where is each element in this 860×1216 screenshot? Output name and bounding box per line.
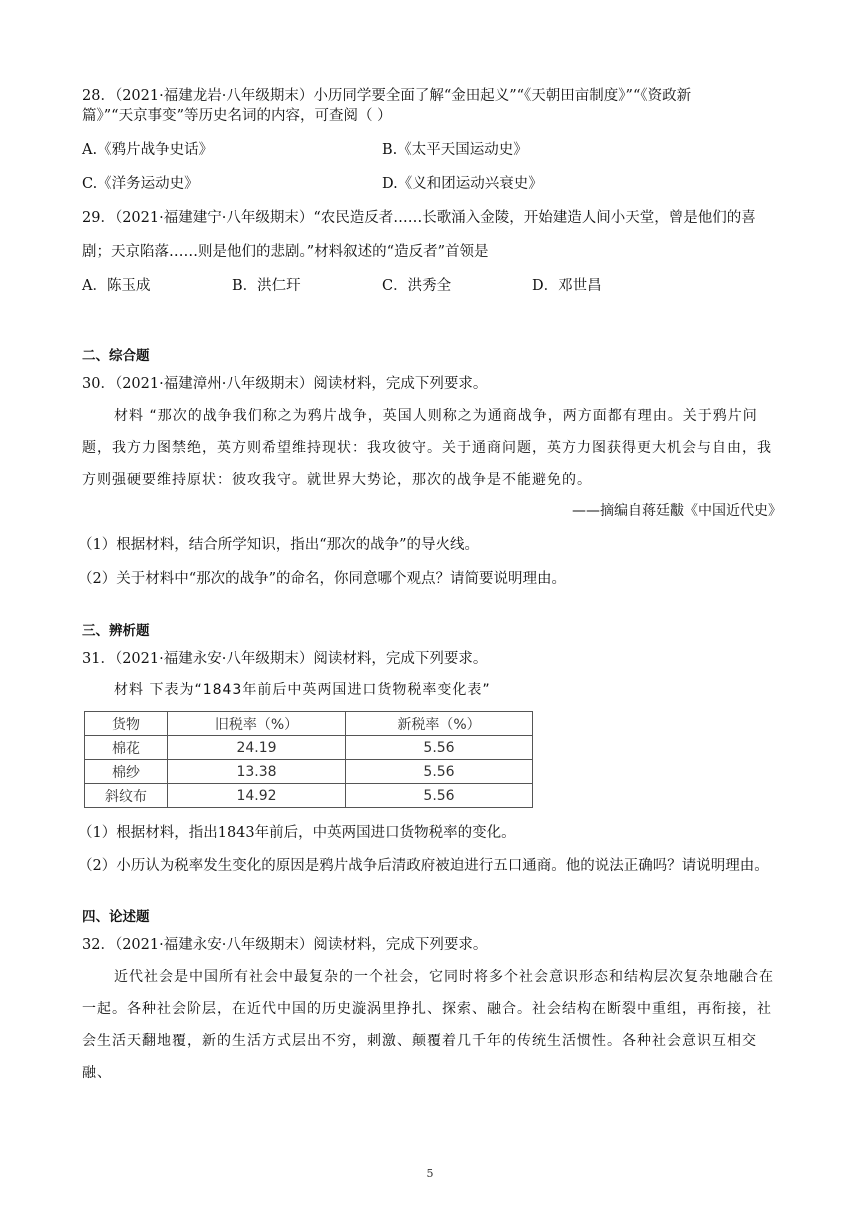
q29-option-b[interactable]: B．洪仁玕 [232,278,301,294]
question-29 [82,208,782,296]
table-header-cell: 货物 [85,712,168,736]
q28-option-c[interactable]: C.《洋务运动史》 [82,176,199,192]
tax-rate-table [84,711,533,808]
table-cell: 斜纹布 [85,784,168,808]
q28-options-row1 [82,140,782,160]
q30-subquestion-1: （1）根据材料，结合所学知识，指出“那次的战争”的导火线。 [78,536,480,553]
q31-stem: 31．（2021·福建永安·八年级期末）阅读材料，完成下列要求。 [82,651,488,667]
q29-options [82,276,782,296]
table-row [85,736,533,760]
table-cell: 5.56 [346,760,533,784]
q29-stem-line1: 29．（2021·福建建宁·八年级期末）“农民造反者……长歌涌入金陵，开始建造人间小天堂，曾是他们的喜 [82,210,756,226]
table-header-row [85,712,533,736]
section-3-title: 三、辨析题 [82,623,150,639]
table-header-cell: 旧税率（%） [168,712,346,736]
q28-option-a[interactable]: A.《鸦片战争史话》 [82,142,214,158]
q28-stem-line2: 篇》”“天京事变”等历史名词的内容，可查阅（ ） [82,108,392,124]
table-header-cell: 新税率（%） [346,712,533,736]
q30-material: 材料 “那次的战争我们称之为鸦片战争，英国人则称之为通商战争，两方面都有理由。关于鸦片问题，我方力图禁绝，英方则希望维持现状：我攻彼守。关于通商问题，英方力图获得更大机会与自由，我方则强硬要维持原状：彼攻我守。就世界大势论，那次的战争是不能避免的。 [82,408,772,488]
page-number: 5 [426,1167,434,1180]
q31-subquestion-2: （2）小历认为税率发生变化的原因是鸦片战争后清政府被迫进行五口通商。他的说法正确吗？请说明理由。 [78,857,769,874]
table-cell: 13.38 [168,760,346,784]
table-row [85,760,533,784]
q31-subquestion-1: （1）根据材料，指出1843年前后，中英两国进口货物税率的变化。 [78,824,516,841]
q30-source: ——摘编自蒋廷黻《中国近代史》 [572,503,782,519]
question-28 [82,86,782,194]
exam-page-content [78,86,782,1089]
q29-option-a[interactable]: A．陈玉成 [82,278,151,294]
q32-essay: 近代社会是中国所有社会中最复杂的一个社会，它同时将多个社会意识形态和结构层次复杂地融合在一起。各种社会阶层，在近代中国的历史漩涡里挣扎、探索、融合。社会结构在断裂中重组，再衔接，社会生活天翻地覆，新的生活方式层出不穷，刺激、颠覆着几千年的传统生活惯性。各种社会意识互相交融、 [82,968,774,1081]
section-2-title: 二、综合题 [82,348,150,364]
q28-option-d[interactable]: D.《义和团运动兴衰史》 [382,176,543,192]
q29-stem-line2: 剧；天京陷落……则是他们的悲剧。”材料叙述的“造反者”首领是 [82,244,489,260]
q30-stem: 30．（2021·福建漳州·八年级期末）阅读材料，完成下列要求。 [82,376,488,392]
table-cell: 14.92 [168,784,346,808]
section-4-title: 四、论述题 [82,908,150,925]
table-cell: 5.56 [346,784,533,808]
table-cell: 棉纱 [85,760,168,784]
table-cell: 棉花 [85,736,168,760]
table-cell: 24.19 [168,736,346,760]
q32-stem: 32．（2021·福建永安·八年级期末）阅读材料，完成下列要求。 [82,936,488,953]
table-cell: 5.56 [346,736,533,760]
q30-subquestion-2: （2）关于材料中“那次的战争”的命名，你同意哪个观点？请简要说明理由。 [78,571,567,587]
q28-stem-line1: 28．（2021·福建龙岩·八年级期末）小历同学要全面了解“金田起义”“《天朝田亩制度》”“《资政新 [82,88,692,104]
q28-option-b[interactable]: B.《太平天国运动史》 [382,142,528,158]
q28-options-row2 [82,174,782,194]
q29-option-c[interactable]: C．洪秀全 [382,278,452,294]
table-row [85,784,533,808]
q31-table-caption: 材料 下表为“1843年前后中英两国进口货物税率变化表” [114,682,491,698]
q29-option-d[interactable]: D．邓世昌 [532,278,602,294]
